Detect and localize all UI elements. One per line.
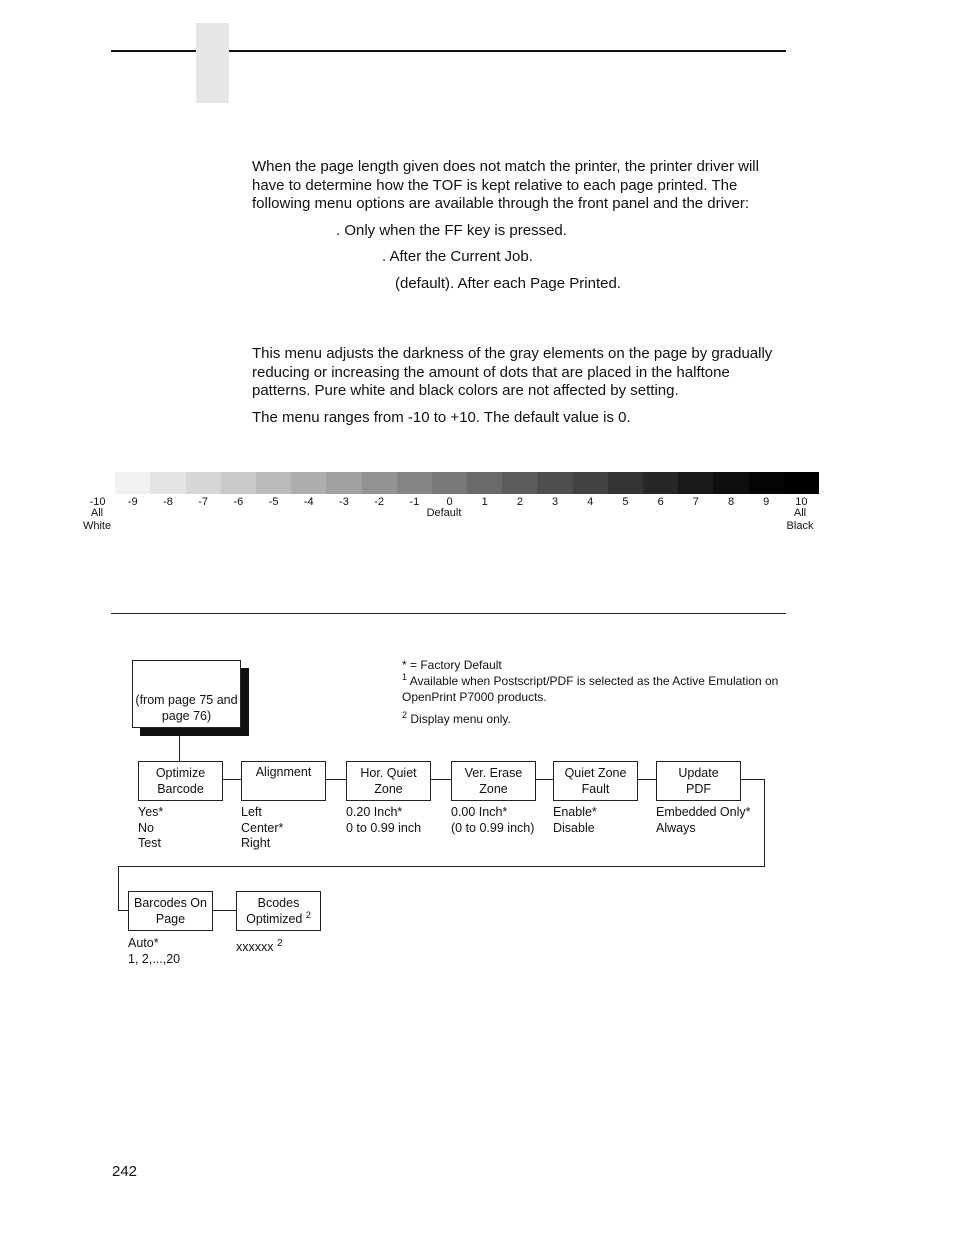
note-1 xyxy=(402,673,782,705)
options-ver-erase-zone xyxy=(451,805,534,836)
option-value: No xyxy=(138,820,154,835)
scale-tick-label: 4 xyxy=(587,496,594,508)
connector-h8 xyxy=(212,910,236,911)
gray-cell xyxy=(115,472,150,494)
gray-cell xyxy=(221,472,256,494)
tof-option-2: . After the Current Job. xyxy=(382,248,533,265)
option-value: Left xyxy=(241,805,262,819)
page-number: 242 xyxy=(112,1163,138,1180)
connector-h2 xyxy=(326,779,346,780)
connector-h7 xyxy=(118,910,128,911)
gray-cell xyxy=(326,472,361,494)
option-value: 0 to 0.99 inch xyxy=(346,820,422,835)
options-alignment xyxy=(241,805,283,852)
scale-tick-label: 6 xyxy=(657,496,664,508)
option-value xyxy=(236,936,283,956)
scale-tick-label: 3 xyxy=(552,496,559,508)
option-value: Embedded Only* xyxy=(656,805,751,819)
option-value: Disable xyxy=(553,820,595,835)
gray-cell xyxy=(397,472,432,494)
scale-tick-label: 1 xyxy=(481,496,488,508)
footnote-marker: 1 xyxy=(402,672,408,682)
note-text: Display menu only. xyxy=(410,712,511,726)
box-label-line: Ver. Erase xyxy=(464,766,523,780)
gray-cell xyxy=(80,472,115,494)
box-label-text: Optimized xyxy=(246,912,303,926)
intro-paragraph: When the page length given does not match the printer, the printer driver will have to determine how the TOF is kept relative to each page printed. The following menu options are available through the front panel and the driver: xyxy=(252,158,759,212)
root-menu-label: (from page 75 and page 76) xyxy=(135,693,238,723)
gray-cell xyxy=(291,472,326,494)
box-label-line: PDF xyxy=(686,782,711,796)
scale-tick-label: 10 xyxy=(795,496,808,508)
options-update-pdf xyxy=(656,805,751,836)
menu-ver-erase-zone xyxy=(451,761,536,801)
gray-cell xyxy=(537,472,572,494)
gray-cell xyxy=(749,472,784,494)
note-factory-default: * = Factory Default xyxy=(402,658,502,672)
connector-h1 xyxy=(222,779,242,780)
note-2 xyxy=(402,711,782,727)
gray-cell xyxy=(432,472,467,494)
box-label-line: Quiet Zone xyxy=(564,766,627,780)
box-label-line: Zone xyxy=(374,782,403,796)
menu-optimize-barcode xyxy=(138,761,223,801)
scale-tick-label: -6 xyxy=(233,496,244,508)
box-label-line: Alignment xyxy=(255,765,312,779)
connector-v-right xyxy=(764,779,765,867)
gray-cell xyxy=(150,472,185,494)
options-barcodes-on-page xyxy=(128,936,180,967)
connector-root xyxy=(179,736,180,762)
option-value: Center* xyxy=(241,820,284,835)
scale-default-caption: Default xyxy=(426,507,462,519)
scale-tick-label: 8 xyxy=(727,496,735,508)
chapter-tab xyxy=(196,23,229,103)
footnote-marker: 2 xyxy=(402,710,408,720)
box-label-line: Fault xyxy=(581,782,610,796)
gray-cell xyxy=(713,472,748,494)
section-rule xyxy=(111,613,786,614)
scale-tick-label: -5 xyxy=(268,496,279,508)
scale-min-caption-1: All xyxy=(90,507,104,519)
diagram-notes xyxy=(402,657,782,727)
scale-tick-label: -9 xyxy=(127,496,138,508)
box-label-line xyxy=(246,911,311,927)
option-value: 0.00 Inch* xyxy=(451,805,508,819)
option-value: Yes* xyxy=(138,805,164,819)
menu-barcodes-on-page xyxy=(128,891,213,931)
menu-bcodes-optimized xyxy=(236,891,321,931)
scale-tick-label: 7 xyxy=(692,496,699,508)
gray-cell xyxy=(784,472,819,494)
gray-cell xyxy=(608,472,643,494)
gray-cell xyxy=(467,472,502,494)
scale-tick-label: -4 xyxy=(303,496,314,508)
connector-h6 xyxy=(740,779,764,780)
option-value: Test xyxy=(138,836,161,850)
scale-tick-label: -3 xyxy=(339,496,349,508)
gray-cell xyxy=(502,472,537,494)
note-text: Available when Postscript/PDF is selected as the Active Emulation on OpenPrint P7000 products. xyxy=(402,674,779,704)
box-label-line: Optimize xyxy=(155,766,206,780)
gray-cell xyxy=(186,472,221,494)
scale-max-caption-2: Black xyxy=(786,520,814,532)
gray-paragraph: This menu adjusts the darkness of the gray elements on the page by gradually reducing or increasing the amount of dots that are placed in the halftone patterns. Pure white and black colors are not affected by setting. xyxy=(252,345,773,399)
tof-option-3: (default). After each Page Printed. xyxy=(395,275,621,292)
options-quiet-zone-fault xyxy=(553,805,597,836)
menu-update-pdf xyxy=(656,761,741,801)
option-value: Always xyxy=(656,820,696,835)
menu-hor-quiet-zone xyxy=(346,761,431,801)
options-optimize-barcode xyxy=(138,805,163,852)
scale-tick-label: -8 xyxy=(163,496,173,508)
connector-h4 xyxy=(535,779,553,780)
footnote-marker: 2 xyxy=(305,909,311,920)
option-text: xxxxxx xyxy=(236,940,274,955)
box-label-line: Barcodes On xyxy=(134,896,207,910)
option-value: Right xyxy=(241,836,271,850)
scale-tick-label: 9 xyxy=(763,496,770,508)
scale-tick-label: 0 xyxy=(446,496,453,508)
options-hor-quiet-zone xyxy=(346,805,421,836)
connector-h5 xyxy=(637,779,656,780)
connector-h3 xyxy=(430,779,451,780)
option-value: 0.20 Inch* xyxy=(346,805,403,819)
connector-v-left xyxy=(118,866,119,911)
box-label-line: Page xyxy=(155,912,186,926)
option-value: Auto* xyxy=(128,936,159,950)
box-label-line: Barcode xyxy=(157,782,204,796)
gray-cell xyxy=(643,472,678,494)
connector-return xyxy=(118,866,765,867)
scale-min-caption-2: White xyxy=(82,520,112,532)
footnote-marker: 2 xyxy=(276,938,283,949)
options-bcodes-optimized xyxy=(236,936,283,956)
scale-tick-label: 2 xyxy=(516,496,523,508)
scale-tick-label: -10 xyxy=(89,496,106,508)
gray-cell xyxy=(362,472,397,494)
menu-alignment xyxy=(241,761,326,801)
scale-tick-label: 5 xyxy=(622,496,629,508)
option-value: (0 to 0.99 inch) xyxy=(451,820,535,835)
gray-cell xyxy=(573,472,608,494)
tof-option-1: . Only when the FF key is pressed. xyxy=(336,222,567,239)
box-label-line: Update xyxy=(678,766,719,780)
option-value: Enable* xyxy=(553,805,597,819)
scale-max-caption-1: All xyxy=(793,507,807,519)
box-label-line: Hor. Quiet xyxy=(360,766,417,780)
scale-tick-label: -7 xyxy=(198,496,209,508)
box-label-line: Zone xyxy=(479,782,508,796)
option-value: 1, 2,...,20 xyxy=(128,951,181,966)
scale-tick-label: -2 xyxy=(374,496,384,508)
gray-cell xyxy=(256,472,291,494)
gray-cell xyxy=(678,472,713,494)
menu-quiet-zone-fault xyxy=(553,761,638,801)
scale-tick-label: -1 xyxy=(409,496,420,508)
box-label-line: Bcodes xyxy=(257,896,300,910)
grayscale-bar xyxy=(80,472,819,494)
range-paragraph: The menu ranges from -10 to +10. The default value is 0. xyxy=(252,409,631,426)
root-menu-box xyxy=(132,660,241,728)
